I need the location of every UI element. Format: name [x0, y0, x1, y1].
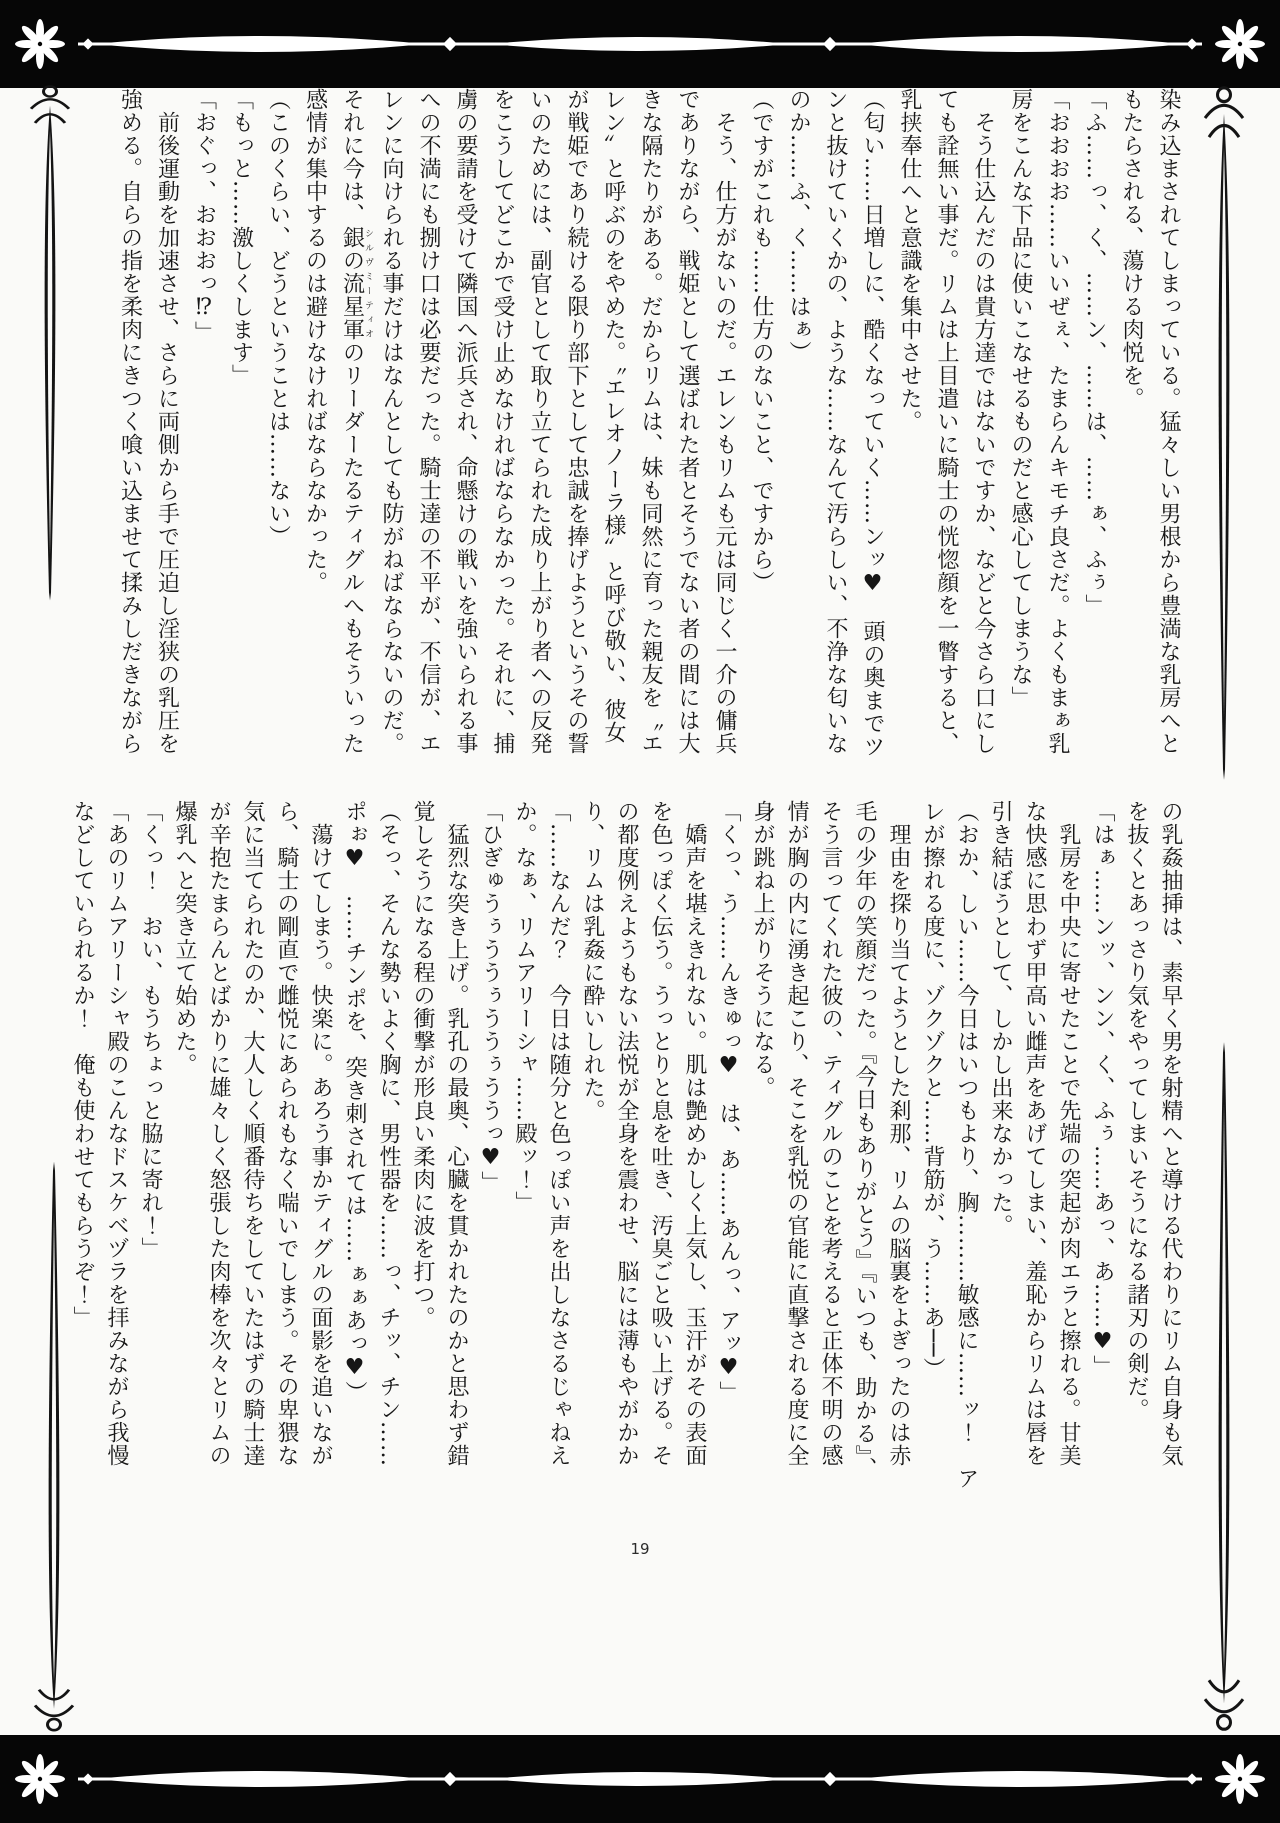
text-column: 覚しそうになる程の衝撃が形良い柔肉に波を打つ。: [410, 800, 435, 1329]
text-column: 「ひぎゅうぅううぅううぅううっ♥」: [478, 800, 503, 1194]
text-column: への不満にも捌け口は必要だった。騎士達の不平が、不信が、エ: [416, 88, 441, 755]
text-column: 虜の要請を受けて隣国へ派兵され、命懸けの戦いを強いられる事: [453, 88, 478, 755]
text-column: などしていられるか！ 俺も使わせてもらうぞ！」: [70, 800, 95, 1329]
text-column: のか……ふ、く……はぁ）: [786, 88, 811, 364]
text-column: ら、騎士の剛直で雌悦にあられもなく喘いでしまう。その卑猥な: [274, 800, 299, 1467]
text-column: レが擦れる度に、ゾクゾクと……背筋が、う……あ──）: [920, 800, 945, 1381]
text-column: 「はぁ……ンッ、ンン、く、ふぅ……あっ、あ……♥」: [1090, 800, 1115, 1378]
text-column: でありながら、戦姫として選ばれた者とそうでない者の間には大: [675, 88, 700, 755]
text-column: 感情が集中するのは避けなければならなかった。: [302, 88, 328, 594]
text-column: 乳房を中央に寄せたことで先端の突起が肉エラと擦れる。甘美: [1056, 800, 1081, 1467]
lance-band-ornament: [78, 1771, 1202, 1787]
text-column: 「あのリムアリーシャ殿のこんなドスケベヅラを拝みながら我慢: [104, 800, 129, 1467]
text-column: レンに向けられる事だけはなんとしても防がねばならないのだ。: [379, 88, 404, 755]
lance-bottom-right-ornament-icon: [1202, 1040, 1246, 1735]
text-column: （このくらい、どうということは……ない）: [265, 88, 291, 548]
text-column: 染み込まされてしまっている。猛々しい男根から豊満な乳房へと: [1156, 88, 1181, 755]
text-column: 房をこんな下品に使いこなせるものだと感心してしまうな」: [1008, 88, 1033, 709]
lance-top-left-ornament-icon: [28, 82, 72, 602]
text-column: 爆乳へと突き立て始めた。: [172, 800, 197, 1076]
text-column: 「もっと……激しくします」: [228, 88, 254, 387]
text-column: 前後運動を加速させ、さらに両側から手で圧迫し淫狭の乳圧を: [154, 88, 180, 755]
text-column: 情が胸の内に湧き起こり、そこを乳悦の官能に直撃される度に全: [784, 800, 809, 1467]
text-column: が戦姫であり続ける限り部下として忠誠を捧げようというその誓: [564, 88, 589, 755]
text-column: 「くっ！ おい、もうちょっと脇に寄れ！」: [138, 800, 163, 1260]
text-column: 「おおおお……いいぜぇ、たまらんキモチ良さだ。よくもまぁ乳: [1045, 88, 1070, 755]
text-column: そう、仕方がないのだ。エレンもリムも元は同じく一介の傭兵: [712, 88, 737, 755]
text-column: の乳姦抽挿は、素早く男を射精へと導ける代わりにリム自身も気: [1158, 800, 1183, 1467]
text-column: 毛の少年の笑顔だった。『今日もありがとう』『いつも、助かる』、: [852, 800, 877, 1480]
text-column: り、リムは乳姦に酔いしれた。: [580, 800, 605, 1122]
text-column: （ですがこれも……仕方のないこと、ですから）: [749, 88, 774, 594]
text-column: 「ふ……っ、く、……ン、……は、……ぁ、ふぅ」: [1082, 88, 1107, 617]
text-column: それに今は、銀の流星軍シルヴミーティオのリーダーたるティグルへもそういった: [339, 88, 373, 755]
text-column: ポぉ♥ ……チンポを、突き刺されては……ぁぁあっ♥）: [342, 800, 367, 1404]
text-column: 嬌声を堪えきれない。肌は艶めかしく上気し、玉汗がその表面: [682, 800, 707, 1467]
text-column: 理由を探り当てようとした刹那、リムの脳裏をよぎったのは赤: [886, 800, 911, 1467]
text-column: 引き結ぼうとして、しかし出来なかった。: [988, 800, 1013, 1237]
text-column: を色っぽく伝う。うっとりと息を吐き、汚臭ごと吸い上げる。そ: [648, 800, 673, 1467]
text-column: そう言ってくれた彼の、ティグルのことを考えると正体不明の感: [818, 800, 843, 1467]
text-column: 「おぐっ、おおおっ⁉」: [191, 88, 217, 344]
lance-band-ornament: [78, 36, 1202, 52]
text-column: きな隔たりがある。だからリムは、妹も同然に育った親友を〝エ: [638, 88, 663, 755]
text-column: を抜くとあっさり気をやってしまいそうになる諸刃の剣だ。: [1124, 800, 1149, 1421]
text-column: が辛抱たまらんとばかりに雄々しく怒張した肉棒を次々とリムの: [206, 800, 231, 1467]
text-column: をこうしてどこかで受け止めなければならなかった。それに、捕: [490, 88, 515, 755]
text-column: レン〟と呼ぶのをやめた。〝エレオノーラ様〟と呼び敬い、彼女: [601, 88, 626, 744]
text-column: （おか、しい……今日はいつもより、胸………敏感に……ッ！ ア: [954, 800, 979, 1490]
text-column: ンと抜けていくかの、ような……なんて汚らしい、不浄な匂いな: [823, 88, 848, 755]
text-column: もたらされる、蕩ける肉悦を。: [1119, 88, 1144, 410]
text-column: 猛烈な突き上げ。乳孔の最奥、心臓を貫かれたのかと思わず錯: [444, 800, 469, 1467]
band-ornament-icon: [0, 0, 1280, 88]
text-column: 身が跳ね上がりそうになる。: [750, 800, 775, 1099]
text-column: 気に当てられたのか、大人しく順番待ちをしていたはずの騎士達: [240, 800, 265, 1467]
text-column: （匂い……日増しに、酷くなっていく……ンッ♥ 頭の奥までツ: [860, 88, 885, 758]
top-border-band: [0, 0, 1280, 88]
text-column: ても詮無い事だ。リムは上目遣いに騎士の恍惚顔を一瞥すると、: [934, 88, 959, 755]
text-column: 「くっ、う……んきゅっ♥ は、あ……あんっ、アッ♥」: [716, 800, 741, 1404]
text-column: な快感に思わず甲高い雌声をあげてしまい、羞恥からリムは唇を: [1022, 800, 1047, 1467]
text-column: 強める。自らの指を柔肉にきつく喰い込ませて揉みしだきながら: [117, 88, 143, 755]
text-block-top: [112, 88, 1188, 796]
bottom-border-band: [0, 1735, 1280, 1823]
lance-top-right-ornament-icon: [1202, 82, 1246, 782]
text-column: 蕩けてしまう。快楽に。あろう事かティグルの面影を追いなが: [308, 800, 333, 1467]
text-column: 「……なんだ？ 今日は随分と色っぽい声を出しなさるじゃねえ: [546, 800, 571, 1467]
page-number: 19: [630, 1540, 650, 1558]
text-column: （そっ、そんな勢いよく胸に、男性器を……っ、チッ、チン……: [376, 800, 401, 1467]
text-column: 乳挟奉仕へと意識を集中させた。: [897, 88, 922, 433]
text-column: か。なぁ、リムアリーシャ……殿ッ！」: [512, 800, 537, 1214]
text-block-bottom: [65, 800, 1187, 1548]
text-column: の都度例えようもない法悦が全身を震わせ、脳には薄もやがかか: [614, 800, 639, 1467]
text-column: そう仕込んだのは貴方達ではないですか、などと今さら口にし: [971, 88, 996, 755]
text-column: いのためには、副官として取り立てられた成り上がり者への反発: [527, 88, 552, 755]
band-ornament-icon: [0, 1735, 1280, 1823]
